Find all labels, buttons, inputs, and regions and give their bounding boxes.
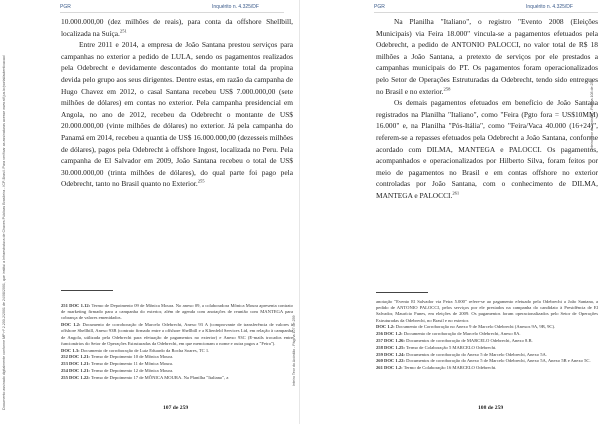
right-header-org: PGR (374, 4, 385, 10)
left-body-text (61, 16, 293, 190)
left-footnotes (61, 303, 293, 382)
left-header-rule (60, 12, 284, 13)
left-paragraph-1: 10.000.000,00 (dez milhões de reais), para conta da offshore Shellbill, localizada na Suíça.$^{251}$ (61, 17, 293, 38)
footnote: DOC 1.3: Documento de corroboração de Luiz Eduardo da Rocha Soares, TC 1. (61, 347, 210, 353)
right-page (300, 0, 600, 424)
footnote: 258 DOC 1.25: Termo de Colaboração 5 MARCELO Odebrecht. (376, 344, 497, 350)
right-footnote-rule (376, 292, 428, 293)
left-footnote-rule (61, 290, 113, 291)
right-vertical-note: Inteiro Teor do Acórdão - Página 108 de 259 (590, 79, 594, 150)
footnote: anotação "Evento El Salvador via Feira 5.000" refere-se ao pagamento efetuado pela Odebrecht a João Santana, a pedido de ANTONIO PALOCCI, pelos serviços por ele prestados na campanha do candidato à Presidência de El Salvador, Maurício Funes, em eleições de 2009. Os pagamentos foram operacionalizados pelo Setor de Operações Estruturadas da Odebrecht, no Brasil e no exterior. (376, 299, 598, 323)
right-page-number: 108 de 259 (478, 405, 504, 411)
footnote: 254 DOC 1.21: Termo de Depoimento 12 de Mônica Moura. (61, 368, 174, 373)
left-header-org: PGR (60, 4, 71, 10)
left-header-case: Inquérito n. 4.325/DF (212, 4, 259, 10)
left-vertical-note: Inteiro Teor do Acórdão - Página 107 de 259 (292, 315, 296, 386)
right-paragraph-2: Os demais pagamentos efetuados em benefício de João Santana registrados na Planilha "Italiano", como "Feira (Pgto fora = US$10MM) 16.000" e, na Planilha "Pós-Itália", como "Feira/Vaca 40.000 (16+24)", referem-se a repasses efetuados pela Odebrecht a João Santana, conforme acordado com DILMA, MANTEGA e PALOCCI. Os pagamentos, acompanhados e operacionalizados por Hilberto Silva, foram feitos por meio de pagamentos no Brasil e em contas offshore no exterior controladas por João Santana, com o conhecimento de DILMA, MANTEGA e PALOCCI.$^{261}$ (376, 98, 598, 200)
footnote: 255 DOC 1.22: Termo de Depoimento 17 de MÔNICA MOURA. Na Planilha "Italiano", a (61, 374, 229, 380)
footnote: 259 DOC 1.24: Documentos de corroboração do Anexo 5 de Marcelo Odebrecht, Anexo 5A. (376, 351, 547, 357)
footnote: 253 DOC 1.21: Termo de Depoimento 11 de Mônica Moura. (61, 361, 174, 367)
footnote: 256 DOC 1.2: Documento de corroboração de Marcelo Odebrecht, Anexo 8A. (376, 331, 521, 337)
right-body-text (376, 16, 598, 202)
right-header-case: Inquérito n. 4.325/DF (526, 4, 573, 10)
footnote: DOC 1.2: Documento de corroboração de Marcelo Odebrecht, Anexo 93 A (comprovante de transferência de valores à offshore Shellbill, Anexo 93B (contrato firmado entre a offshore Shellbill e a Klienfeld Services Ltd, em relação à campanha de Angola, utilizada pela Odebrecht para efetuação de pagamentos no exterior) e Anexo 93C (E-mails trocados entre funcionários do Setor de Operações Estruturadas da Odebrecht, em que mencionam o nome e outra pagos a "Feira"). (61, 322, 293, 346)
right-paragraph-1: Na Planilha "Italiano", o registro "Evento 2008 (Eleições Municipais) via Feira 18.000" vincula-se a pagamentos efetuados pela Odebrecht, a pedido de ANTONIO PALOCCI, no valor total de R$ 18 milhões a João Santana, a pretexto de serviços por ele prestados a campanhas municipais do PT. Os pagamentos foram operacionalizados pelo Setor de Operações Estruturadas da Odebrecht, tendo sido entregues no Brasil e no exterior.$^{258}$ (376, 17, 598, 96)
footnote: 251 DOC 1.12: Termo de Depoimento 09 de Mônica Moura. No anexo 09, a colaboradora Mônica Moura apresenta contrato de marketing firmado para a campanha do exterior, além de agenda com anotações de reunião com MANTEGA para cobrança de valores emenidados. (61, 303, 293, 321)
left-margin-note: Documento assinado digitalmente conforme MP nº 2.200-2/2001 de 24/08/2001, que institui a Infraestrutura de Chaves Públicas Brasileira - ICP-Brasil. Para verificar as assinaturas acesse www.stf.jus.br/portal/autenticacao/ (2, 55, 6, 410)
footnote: 252 DOC 1.21: Termo de Depoimento 10 de Mônica Moura. (61, 354, 174, 360)
left-paragraph-2: Entre 2011 e 2014, a empresa de João Santana prestou serviços para campanhas no exterior a pedido de LULA, sendo os pagamentos realizados pela Odebrecht e devidamente descontados do montante total da propina devida pelo grupo aos seus dirigentes. Dentre estas, em razão da campanha de Hugo Chavez em 2012, o casal Santana recebeu US$ 7.000.000,00 (sete milhões de dólares) em contas no exterior. Pela campanha presidencial em Angola, no ano de 2012, recebeu da Odebrecht o montante de US$ 20.000.000,00 (vinte milhões de dólares) no exterior. Já pela campanha do Panamá em 2014, recebeu a quantia de US$ 16.000.000,00 (dezesseis milhões de dólares), pagos pela Odebrecht à offshore Ingost, localizada no Peru. Pela campanha de El Salvador em 2009, João Santana recebeu o total de US$ 30.000.000,00 (trinta milhões de dólares), do qual parte foi pago pela Odebrecht, tanto no Brasil quanto no Exterior.$^{255}$ (61, 40, 293, 189)
footnote: DOC 1.2: Documento de Corroboração no Anexo 9 de Marcelo Odebrecht (Anexos 9A, 9B, 9C). (376, 324, 556, 330)
left-page-number: 107 de 259 (163, 405, 189, 411)
footnote: 261 DOC 1.2: Termo de Colaboração 16 MARCELO Odebrecht. (376, 365, 497, 371)
footnote: 260 DOC 1.22: Documentos de corroboração do Anexo 5 de Marcelo Odebrecht, Anexo 5A, Anexo 5B e Anexo 5C. (376, 358, 591, 364)
footnote: 257 DOC 1.26: Documentos de corroboração de MARCELO Odebrecht, Anexo 8.B. (376, 338, 533, 343)
right-header-rule (374, 12, 598, 13)
right-footnotes (376, 299, 598, 372)
